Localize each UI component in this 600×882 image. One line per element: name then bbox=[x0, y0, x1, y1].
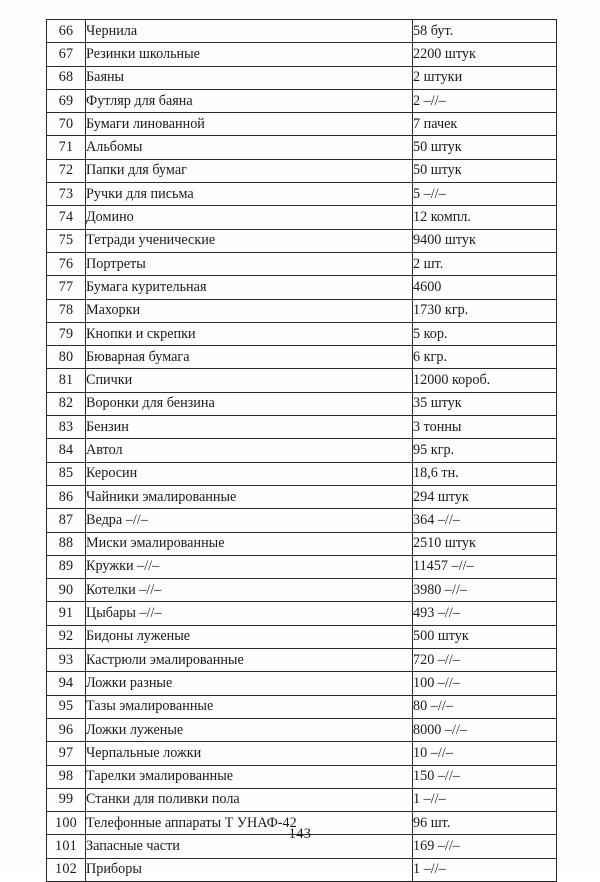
row-quantity-cell: 2 шт. bbox=[413, 252, 557, 275]
row-number-cell: 78 bbox=[47, 299, 86, 322]
row-item-cell: Баяны bbox=[86, 66, 413, 89]
row-number-cell: 83 bbox=[47, 416, 86, 439]
row-number-cell: 100 bbox=[47, 812, 86, 835]
row-quantity-cell: 58 бут. bbox=[413, 20, 557, 43]
row-quantity-cell: 100 –//– bbox=[413, 672, 557, 695]
row-quantity-cell: 294 штук bbox=[413, 485, 557, 508]
row-quantity-cell: 9400 штук bbox=[413, 229, 557, 252]
row-quantity-cell: 5 кор. bbox=[413, 322, 557, 345]
row-item-cell: Керосин bbox=[86, 462, 413, 485]
row-item-cell: Ведра –//– bbox=[86, 509, 413, 532]
table-row bbox=[47, 252, 557, 275]
row-item-cell: Портреты bbox=[86, 252, 413, 275]
row-number-cell: 87 bbox=[47, 509, 86, 532]
row-number-cell: 99 bbox=[47, 788, 86, 811]
row-quantity-cell: 12 компл. bbox=[413, 206, 557, 229]
row-quantity-cell: 8000 –//– bbox=[413, 718, 557, 741]
table-row bbox=[47, 416, 557, 439]
row-number-cell: 69 bbox=[47, 89, 86, 112]
inventory-table-body bbox=[47, 20, 557, 882]
row-number-cell: 88 bbox=[47, 532, 86, 555]
row-number-cell: 92 bbox=[47, 625, 86, 648]
row-quantity-cell: 5 –//– bbox=[413, 183, 557, 206]
row-quantity-cell: 50 штук bbox=[413, 136, 557, 159]
row-quantity-cell: 1 –//– bbox=[413, 788, 557, 811]
row-item-cell: Цыбары –//– bbox=[86, 602, 413, 625]
row-number-cell: 70 bbox=[47, 113, 86, 136]
table-row bbox=[47, 20, 557, 43]
row-quantity-cell: 2 –//– bbox=[413, 89, 557, 112]
table-row bbox=[47, 439, 557, 462]
row-number-cell: 76 bbox=[47, 252, 86, 275]
row-quantity-cell: 95 кгр. bbox=[413, 439, 557, 462]
row-item-cell: Домино bbox=[86, 206, 413, 229]
row-quantity-cell: 2 штуки bbox=[413, 66, 557, 89]
row-quantity-cell: 6 кгр. bbox=[413, 346, 557, 369]
row-item-cell: Бумаги линованной bbox=[86, 113, 413, 136]
row-quantity-cell: 3980 –//– bbox=[413, 579, 557, 602]
row-item-cell: Кнопки и скрепки bbox=[86, 322, 413, 345]
row-item-cell: Черпальные ложки bbox=[86, 742, 413, 765]
table-row bbox=[47, 858, 557, 881]
table-row bbox=[47, 346, 557, 369]
row-item-cell: Автол bbox=[86, 439, 413, 462]
row-quantity-cell: 80 –//– bbox=[413, 695, 557, 718]
row-quantity-cell: 169 –//– bbox=[413, 835, 557, 858]
row-quantity-cell: 10 –//– bbox=[413, 742, 557, 765]
row-item-cell: Бензин bbox=[86, 416, 413, 439]
row-quantity-cell: 2200 штук bbox=[413, 43, 557, 66]
table-row bbox=[47, 89, 557, 112]
row-item-cell: Тарелки эмалированные bbox=[86, 765, 413, 788]
row-number-cell: 79 bbox=[47, 322, 86, 345]
table-row bbox=[47, 718, 557, 741]
table-row bbox=[47, 392, 557, 415]
row-quantity-cell: 50 штук bbox=[413, 159, 557, 182]
table-row bbox=[47, 159, 557, 182]
table-row bbox=[47, 66, 557, 89]
row-number-cell: 75 bbox=[47, 229, 86, 252]
row-quantity-cell: 12000 короб. bbox=[413, 369, 557, 392]
table-row bbox=[47, 765, 557, 788]
row-item-cell: Резинки школьные bbox=[86, 43, 413, 66]
table-row bbox=[47, 229, 557, 252]
table-row bbox=[47, 322, 557, 345]
table-row bbox=[47, 695, 557, 718]
row-item-cell: Чайники эмалированные bbox=[86, 485, 413, 508]
row-number-cell: 84 bbox=[47, 439, 86, 462]
table-row bbox=[47, 672, 557, 695]
row-quantity-cell: 2510 штук bbox=[413, 532, 557, 555]
row-quantity-cell: 7 пачек bbox=[413, 113, 557, 136]
row-quantity-cell: 1730 кгр. bbox=[413, 299, 557, 322]
row-quantity-cell: 35 штук bbox=[413, 392, 557, 415]
row-number-cell: 91 bbox=[47, 602, 86, 625]
inventory-table bbox=[46, 19, 557, 882]
row-number-cell: 95 bbox=[47, 695, 86, 718]
row-item-cell: Чернила bbox=[86, 20, 413, 43]
table-row bbox=[47, 625, 557, 648]
row-quantity-cell: 500 штук bbox=[413, 625, 557, 648]
row-quantity-cell: 18,6 тн. bbox=[413, 462, 557, 485]
row-item-cell: Станки для поливки пола bbox=[86, 788, 413, 811]
row-number-cell: 68 bbox=[47, 66, 86, 89]
row-number-cell: 98 bbox=[47, 765, 86, 788]
table-row bbox=[47, 299, 557, 322]
row-item-cell: Бюварная бумага bbox=[86, 346, 413, 369]
row-number-cell: 93 bbox=[47, 649, 86, 672]
row-number-cell: 85 bbox=[47, 462, 86, 485]
row-number-cell: 67 bbox=[47, 43, 86, 66]
table-row bbox=[47, 485, 557, 508]
row-number-cell: 72 bbox=[47, 159, 86, 182]
row-quantity-cell: 3 тонны bbox=[413, 416, 557, 439]
row-quantity-cell: 364 –//– bbox=[413, 509, 557, 532]
row-item-cell: Кружки –//– bbox=[86, 555, 413, 578]
row-number-cell: 89 bbox=[47, 555, 86, 578]
row-quantity-cell: 4600 bbox=[413, 276, 557, 299]
row-number-cell: 86 bbox=[47, 485, 86, 508]
row-item-cell: Тетради ученические bbox=[86, 229, 413, 252]
table-row bbox=[47, 649, 557, 672]
row-item-cell: Воронки для бензина bbox=[86, 392, 413, 415]
table-row bbox=[47, 579, 557, 602]
row-number-cell: 80 bbox=[47, 346, 86, 369]
table-row bbox=[47, 462, 557, 485]
row-item-cell: Ручки для письма bbox=[86, 183, 413, 206]
table-row bbox=[47, 183, 557, 206]
table-row bbox=[47, 742, 557, 765]
row-quantity-cell: 150 –//– bbox=[413, 765, 557, 788]
row-item-cell: Ложки разные bbox=[86, 672, 413, 695]
table-row bbox=[47, 369, 557, 392]
row-quantity-cell: 96 шт. bbox=[413, 812, 557, 835]
row-item-cell: Запасные части bbox=[86, 835, 413, 858]
row-number-cell: 73 bbox=[47, 183, 86, 206]
row-item-cell: Махорки bbox=[86, 299, 413, 322]
row-item-cell: Приборы bbox=[86, 858, 413, 881]
row-item-cell: Тазы эмалированные bbox=[86, 695, 413, 718]
row-item-cell: Котелки –//– bbox=[86, 579, 413, 602]
table-row bbox=[47, 602, 557, 625]
row-number-cell: 94 bbox=[47, 672, 86, 695]
row-item-cell: Футляр для баяна bbox=[86, 89, 413, 112]
row-item-cell: Телефонные аппараты Т УНАФ-42 bbox=[86, 812, 413, 835]
row-item-cell: Бидоны луженые bbox=[86, 625, 413, 648]
row-number-cell: 97 bbox=[47, 742, 86, 765]
row-number-cell: 101 bbox=[47, 835, 86, 858]
page-number: 143 bbox=[288, 826, 312, 842]
row-number-cell: 66 bbox=[47, 20, 86, 43]
table-row bbox=[47, 555, 557, 578]
table-row bbox=[47, 136, 557, 159]
row-number-cell: 102 bbox=[47, 858, 86, 881]
row-item-cell: Папки для бумаг bbox=[86, 159, 413, 182]
table-row bbox=[47, 206, 557, 229]
row-quantity-cell: 493 –//– bbox=[413, 602, 557, 625]
row-quantity-cell: 11457 –//– bbox=[413, 555, 557, 578]
row-number-cell: 90 bbox=[47, 579, 86, 602]
row-number-cell: 81 bbox=[47, 369, 86, 392]
row-number-cell: 77 bbox=[47, 276, 86, 299]
row-item-cell: Миски эмалированные bbox=[86, 532, 413, 555]
row-item-cell: Бумага курительная bbox=[86, 276, 413, 299]
row-item-cell: Ложки луженые bbox=[86, 718, 413, 741]
row-item-cell: Спички bbox=[86, 369, 413, 392]
row-quantity-cell: 1 –//– bbox=[413, 858, 557, 881]
row-number-cell: 71 bbox=[47, 136, 86, 159]
row-item-cell: Альбомы bbox=[86, 136, 413, 159]
table-row bbox=[47, 276, 557, 299]
table-row bbox=[47, 532, 557, 555]
table-row bbox=[47, 113, 557, 136]
row-item-cell: Кастрюли эмалированные bbox=[86, 649, 413, 672]
row-quantity-cell: 720 –//– bbox=[413, 649, 557, 672]
row-number-cell: 82 bbox=[47, 392, 86, 415]
table-row bbox=[47, 43, 557, 66]
table-row bbox=[47, 509, 557, 532]
table-row bbox=[47, 788, 557, 811]
row-number-cell: 96 bbox=[47, 718, 86, 741]
row-number-cell: 74 bbox=[47, 206, 86, 229]
